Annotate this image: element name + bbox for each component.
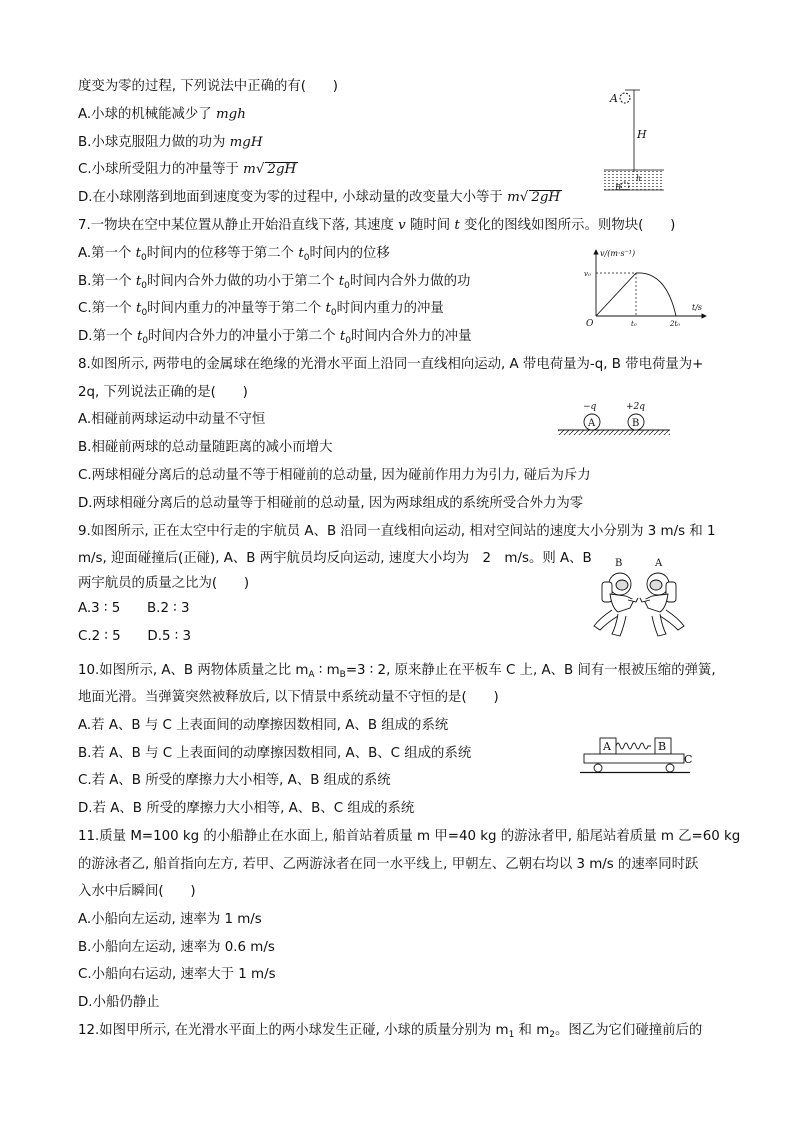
q9-options-cd: C.2 ∶ 5 D.5 ∶ 3 bbox=[78, 629, 192, 644]
q8-ball-b-label: B bbox=[632, 418, 640, 429]
q8-option-a: A.相碰前两球运动中动量不守恒 bbox=[78, 412, 266, 427]
q9-stem-line2: m/s, 迎面碰撞后(正碰), A、B 两宇航员均反向运动, 速度大小均为 2 m/s。则 A、B bbox=[78, 551, 592, 566]
q10-wheel-left bbox=[594, 764, 602, 772]
q6-label-a: A bbox=[610, 92, 618, 105]
q7-accel-segment bbox=[596, 273, 636, 316]
q7-option-a: A.第一个 $t_0$时间内的位移等于第二个 $t_0$时间内的位移 bbox=[78, 246, 390, 263]
q10-block-a-label: A bbox=[603, 740, 611, 753]
q6-option-c: C.小球所受阻力的冲量等于 m√ 2gH bbox=[78, 162, 297, 177]
q11-stem-line1: 11.质量 M=100 kg 的小船静止在水面上, 船首站着质量 m 甲=40 kg 的游泳者甲, 船尾站着质量 m 乙=60 kg bbox=[78, 829, 741, 844]
q8-stem-line2: 2q, 下列说法正确的是( ) bbox=[78, 385, 248, 400]
q9-astronaut-a bbox=[640, 573, 684, 636]
q9-stem-line1: 9.如图所示, 正在太空中行走的宇航员 A、B 沿同一直线相向运动, 相对空间站的速度大小分别为 3 m/s 和 1 bbox=[78, 524, 716, 539]
q10-option-d: D.若 A、B 所受的摩擦力大小相等, A、B、C 组成的系统 bbox=[78, 801, 415, 816]
q7-velocity-time-graph bbox=[582, 246, 712, 336]
q7-decel-curve bbox=[636, 273, 676, 316]
q11-option-d: D.小船仍静止 bbox=[78, 995, 160, 1010]
q12-stem-line1: 12.如图甲所示, 在光滑水平面上的两小球发生正碰, 小球的质量分别为 $m_1$ 和 $m_2$。图乙为它们碰撞前后的 bbox=[78, 1023, 703, 1040]
q8-option-b: B.相碰前两球的总动量随距离的减小而增大 bbox=[78, 440, 333, 455]
q8-option-d: D.两球相碰分离后的总动量等于相碰前的总动量, 因为两球组成的系统所受合外力为零 bbox=[78, 496, 584, 511]
q6-label-height: H bbox=[637, 128, 647, 141]
q7-option-c: C.第一个 $t_0$时间内重力的冲量等于第二个 $t_0$时间内重力的冲量 bbox=[78, 301, 444, 318]
q10-cart-body bbox=[584, 754, 684, 763]
q9-label-b: B bbox=[615, 558, 623, 569]
q9-label-a: A bbox=[655, 558, 663, 569]
q7-stem: 7.一物块在空中某位置从静止开始沿直线下落, 其速度 v 随时间 t 变化的图线如图所示。则物块( ) bbox=[78, 218, 676, 233]
q10-cart-spring-figure bbox=[580, 732, 696, 778]
q7-x-axis-label: t/s bbox=[692, 303, 703, 312]
q8-charge-a-label: −q bbox=[583, 402, 597, 412]
q7-v0-label: v₀ bbox=[584, 270, 591, 278]
q10-option-c: C.若 A、B 所受的摩擦力大小相等, A、B 组成的系统 bbox=[78, 773, 391, 788]
q9-astronauts-figure bbox=[582, 556, 694, 640]
q10-stem-line1: 10.如图所示, A、B 两物体质量之比 $m_A$ ∶ $m_B=3$ ∶ 2, 原来静止在平板车 C 上, A、B 间有一根被压缩的弹簧, bbox=[78, 663, 716, 680]
q8-option-c: C.两球相碰分离后的总动量不等于相碰前的总动量, 因为碰前作用力为引力, 碰后为斥力 bbox=[78, 468, 591, 483]
q6-option-d: D.在小球刚落到地面到速度变为零的过程中, 小球动量的改变量大小等于 m√ 2gH bbox=[78, 190, 561, 205]
q6-option-b: B.小球克服阻力做的功为 mgH bbox=[78, 135, 263, 150]
q9-stem-line3: 两宇航员的质量之比为( ) bbox=[78, 576, 250, 591]
q10-option-b: B.若 A、B 与 C 上表面间的动摩擦因数相同, A、B、C 组成的系统 bbox=[78, 746, 472, 761]
q10-cart-label: C bbox=[684, 753, 693, 766]
q9-options-ab: A.3 ∶ 5 B.2 ∶ 3 bbox=[78, 601, 190, 616]
q11-option-b: B.小船向左运动, 速率为 0.6 m/s bbox=[78, 940, 275, 955]
q11-option-c: C.小船向右运动, 速率大于 1 m/s bbox=[78, 967, 276, 982]
q8-charged-balls-figure bbox=[556, 398, 672, 438]
q10-stem-line2: 地面光滑。当弹簧突然被释放后, 以下情景中系统动量不守恒的是( ) bbox=[78, 690, 499, 705]
q10-spring bbox=[616, 743, 651, 749]
q7-origin-label: O bbox=[586, 319, 594, 329]
q7-option-b: B.第一个 $t_0$时间内合外力做的功小于第二个 $t_0$时间内合外力做的功 bbox=[78, 274, 471, 291]
q10-option-a: A.若 A、B 与 C 上表面间的动摩擦因数相同, A、B 组成的系统 bbox=[78, 718, 449, 733]
q8-ground-hatch bbox=[558, 430, 670, 435]
q9-astronaut-b bbox=[594, 573, 638, 636]
q8-ball-a-label: A bbox=[588, 418, 596, 429]
q6-ball-start bbox=[620, 93, 630, 103]
q6-stem: 度变为零的过程, 下列说法中正确的有( ) bbox=[78, 79, 338, 94]
q6-label-depth: h bbox=[636, 174, 642, 183]
q10-wheel-right bbox=[666, 764, 674, 772]
q7-t0-label: t₀ bbox=[631, 320, 637, 328]
q10-block-b-label: B bbox=[658, 740, 667, 753]
q6-label-b: B bbox=[615, 183, 621, 192]
q8-charge-b-label: +2q bbox=[626, 402, 646, 412]
q7-y-axis-label: v/(m·s⁻¹) bbox=[600, 249, 636, 258]
q11-stem-line2: 的游泳者乙, 船首指向左方, 若甲、乙两游泳者在同一水平线上, 甲朝左、乙朝右均以 3 m/s 的速率同时跃 bbox=[78, 857, 699, 872]
q7-option-d: D.第一个 $t_0$时间内合外力的冲量小于第二个 $t_0$时间内合外力的冲量 bbox=[78, 329, 472, 346]
q7-2t0-label: 2t₀ bbox=[670, 320, 681, 328]
q6-ground-layer bbox=[604, 170, 664, 190]
q11-stem-line3: 入水中后瞬间( ) bbox=[78, 884, 196, 899]
q8-stem-line1: 8.如图所示, 两带电的金属球在绝缘的光滑水平面上沿同一直线相向运动, A 带电荷量为-q, B 带电荷量为+ bbox=[78, 357, 704, 372]
q6-falling-ball-figure bbox=[600, 86, 690, 196]
q11-option-a: A.小船向左运动, 速率为 1 m/s bbox=[78, 912, 262, 927]
q6-option-a: A.小球的机械能减少了 mgh bbox=[78, 107, 246, 122]
